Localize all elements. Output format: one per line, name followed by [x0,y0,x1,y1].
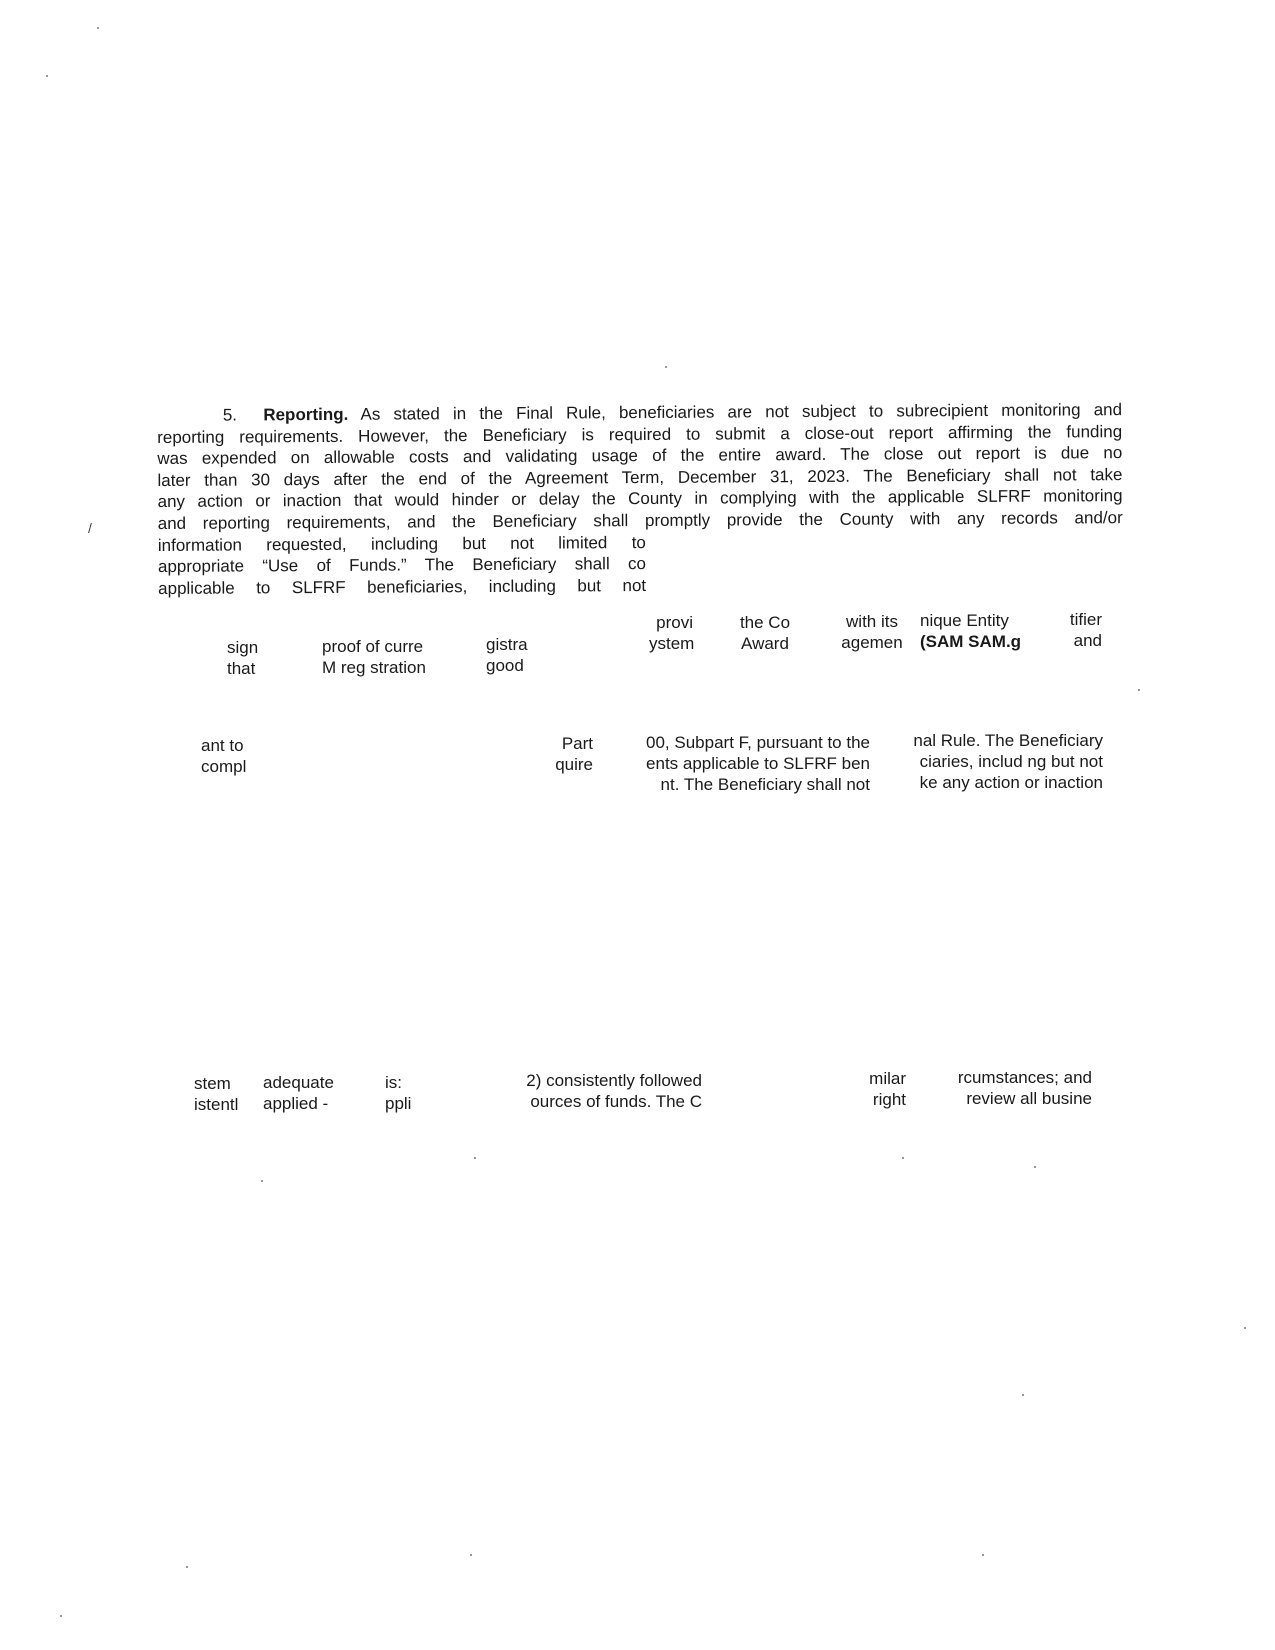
fragment: proof of curre M reg stration [322,637,426,677]
section-number: 5. [222,405,238,425]
paragraph-line-3: was expended on allowable costs and validating usage of the entire award. The close out report is due no [157,443,1123,469]
scan-speck [1244,1327,1246,1329]
fragment: Part quire [555,734,593,774]
fragment: 00, Subpart F, pursuant to the ents applicable to SLFRF ben nt. The Beneficiary shall not [646,733,870,794]
paragraph-line-4: later than 30 days after the end of the Agreement Term, December 31, 2023. The Beneficiary shall not take [157,464,1123,490]
scan-speck [982,1554,984,1556]
scan-speck [665,366,667,368]
scan-speck [261,1180,263,1182]
scan-speck [186,1566,188,1568]
fragment: sign that [227,638,259,678]
fragment: tifier and [1069,610,1102,650]
paragraph-line-9: applicable to SLFRF beneficiaries, including but not [158,575,647,598]
scan-speck [46,75,48,77]
paragraph-line-7: information requested, including but not limited to [157,532,646,555]
paragraph-line-8: appropriate “Use of Funds.” The Beneficiary shall co [157,554,647,577]
scan-speck [60,1615,62,1617]
scan-speck [1034,1166,1036,1168]
paragraph-line-1: 5. Reporting. As stated in the Final Rule, beneficiaries are not subject to subrecipient monitoring and [222,400,1123,425]
fragment: nique Entity (SAM SAM.g [920,611,1022,651]
fragment: is: ppli [385,1073,412,1113]
reporting-paragraph [157,399,1123,599]
fragment: nal Rule. The Beneficiary ciaries, includ ng but not ke any action or inaction [913,731,1103,792]
section-heading: Reporting. [263,404,349,425]
scan-speck [1138,689,1140,691]
fragment: stem istentl [194,1074,239,1114]
scan-speck [470,1554,472,1556]
fragment: adequate applied - [263,1073,334,1113]
fragment: gistra good [486,635,528,675]
fragment: the Co Award [739,613,791,653]
scan-speck [97,27,99,29]
fragment: milar right [869,1069,906,1109]
fragment: with its agemen [841,612,903,652]
fragment: rcumstances; and review all busine [957,1068,1092,1108]
paragraph-line-5: any action or inaction that would hinder or delay the County in complying with the applicable SLFRF monitoring [157,486,1123,512]
fragment: 2) consistently followed ources of funds. The C [526,1071,702,1111]
scan-speck [1022,1394,1024,1396]
scan-speck [902,1157,904,1159]
paragraph-line-6: and reporting requirements, and the Beneficiary shall promptly provide the County with any records and/or [157,508,1123,533]
margin-mark: / [88,520,92,536]
paragraph-line-2: reporting requirements. However, the Beneficiary is required to submit a close-out report affirming the funding [157,421,1123,447]
scan-speck [474,1157,476,1159]
fragment: ant to compl [201,736,247,776]
fragment: provi ystem [649,613,695,653]
